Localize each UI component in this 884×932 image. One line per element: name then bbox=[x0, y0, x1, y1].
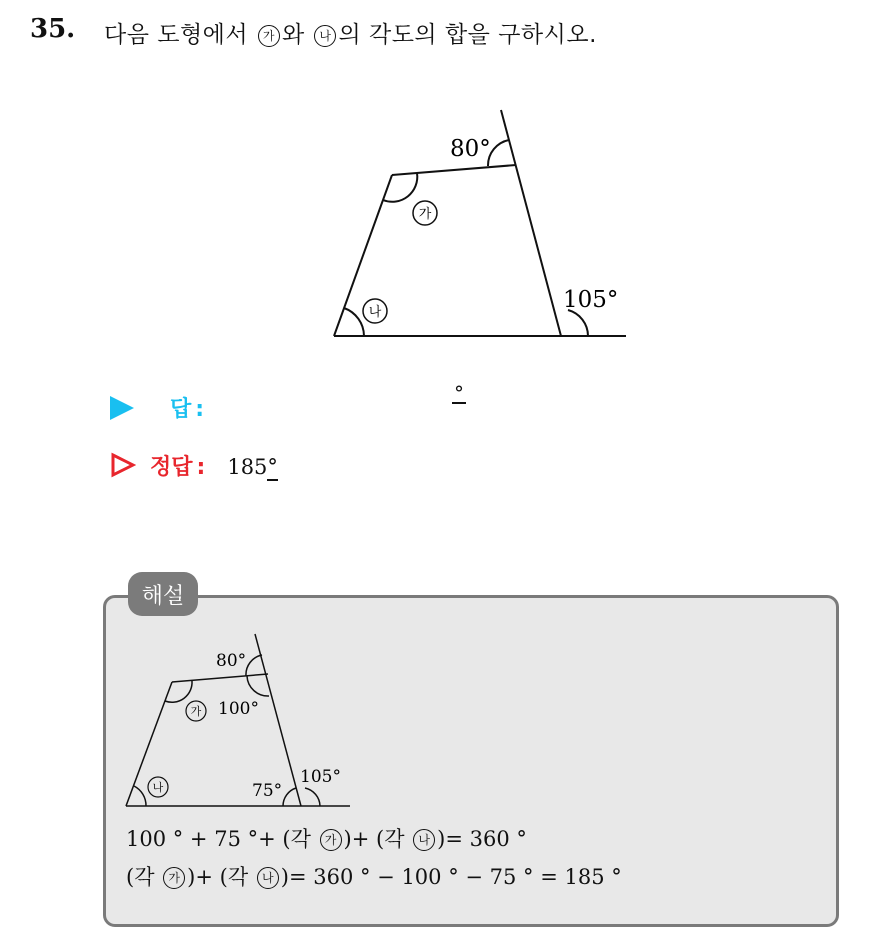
solution-tab: 해설 bbox=[128, 572, 198, 616]
solution-angle-80: 80° bbox=[216, 651, 247, 671]
correct-answer-row bbox=[110, 448, 278, 481]
answer-row bbox=[110, 392, 204, 423]
solution-angle-75: 75° bbox=[252, 781, 283, 801]
arc-105 bbox=[568, 310, 588, 336]
circled-ga-mark: 가 bbox=[163, 867, 185, 889]
quadrilateral-figure bbox=[320, 100, 640, 350]
question-text bbox=[104, 16, 597, 49]
play-outline-icon bbox=[110, 452, 136, 478]
solution-figure bbox=[118, 630, 358, 812]
question-number: 35. bbox=[30, 14, 76, 44]
circled-na-mark: 나 bbox=[257, 867, 279, 889]
question-text-part1: 다음 도형에서 bbox=[104, 22, 256, 48]
arc-na bbox=[344, 308, 364, 336]
solution-angle-100: 100° bbox=[218, 699, 259, 719]
correct-value: 185° bbox=[227, 455, 278, 479]
circled-na-mark: 나 bbox=[413, 829, 435, 851]
solution-mark-na: 나 bbox=[152, 781, 164, 794]
top-side bbox=[392, 165, 516, 175]
circled-ga-mark: 가 bbox=[320, 829, 342, 851]
correct-label: 정답 : bbox=[150, 455, 206, 480]
figure-angle-80: 80° bbox=[450, 136, 491, 162]
answer-label: 답 : bbox=[170, 397, 205, 422]
solution-line-2: (각 가 )+ (각 나 )= 360 ° − 100 ° − 75 ° = 185 ° bbox=[126, 865, 622, 889]
figure-mark-ga: 가 bbox=[418, 207, 432, 222]
circled-na-mark: 나 bbox=[314, 25, 336, 47]
solution-line-1: 100 ° + 75 °+ (각 가 )+ (각 나 )= 360 ° bbox=[126, 827, 527, 851]
question-text-part3: 의 각도의 합을 구하시오. bbox=[338, 22, 597, 48]
right-side-extended bbox=[501, 110, 561, 336]
figure-mark-na: 나 bbox=[368, 305, 382, 320]
solution-angle-105: 105° bbox=[300, 767, 341, 787]
solution-mark-ga: 가 bbox=[190, 705, 202, 718]
play-filled-icon bbox=[110, 396, 134, 420]
arc-80 bbox=[488, 140, 509, 166]
question-text-part2: 와 bbox=[281, 22, 313, 48]
figure-angle-105: 105° bbox=[563, 287, 619, 313]
circled-ga-mark: 가 bbox=[258, 25, 280, 47]
answer-blank-unit: ° bbox=[454, 381, 464, 405]
